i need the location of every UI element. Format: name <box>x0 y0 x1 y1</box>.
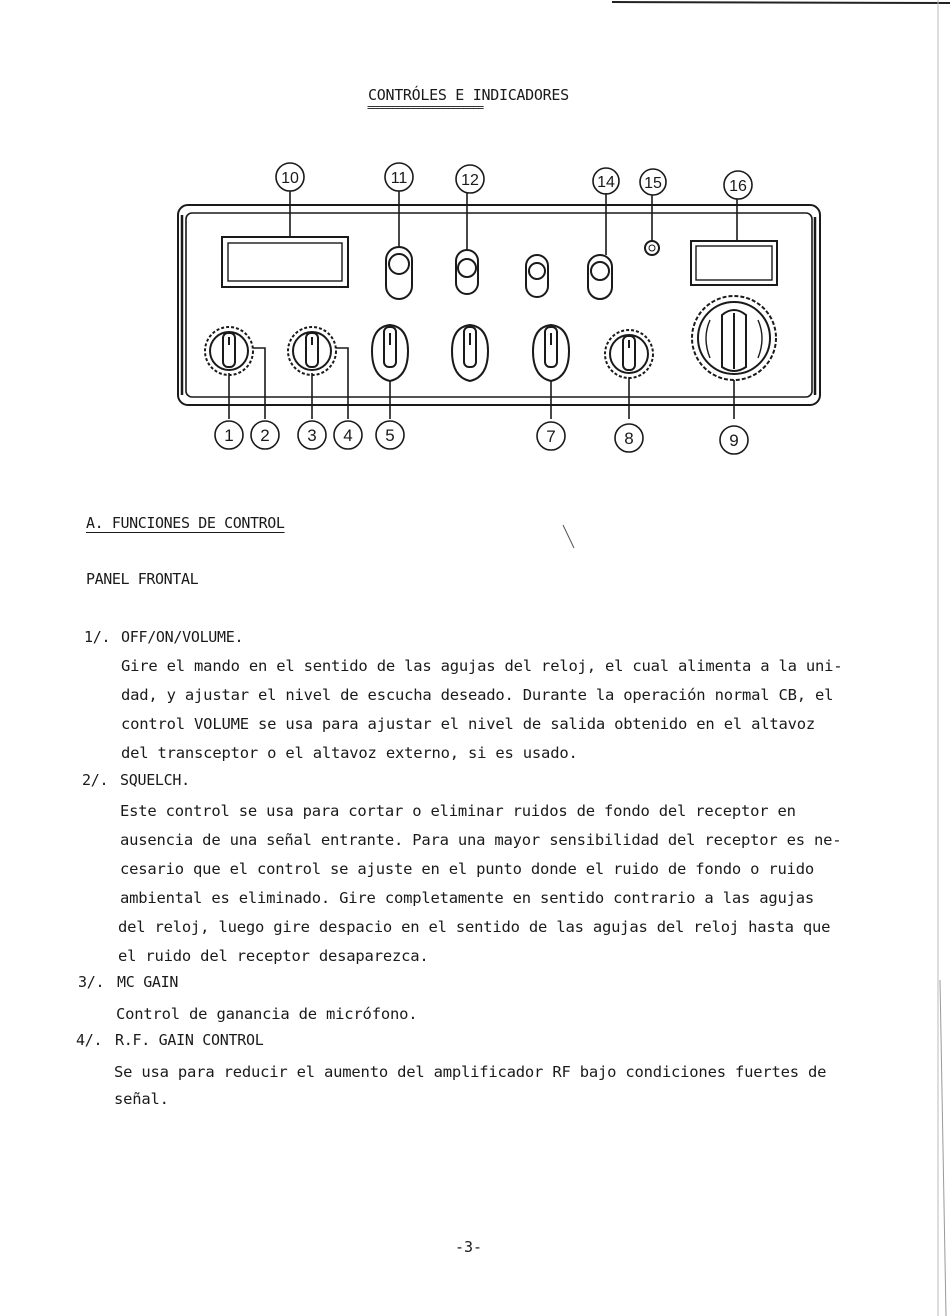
switch-14 <box>588 255 612 299</box>
switch-12 <box>456 250 478 294</box>
callout-label-15: 15 <box>644 175 662 192</box>
channel-display-window <box>222 237 348 287</box>
subsection-heading: PANEL FRONTAL <box>86 570 199 588</box>
item-line: Gire el mando en el sentido de las agujas del reloj, el cual alimenta a la uni- <box>121 657 843 675</box>
item-line: ausencia de una señal entrante. Para una mayor sensibilidad del receptor es ne- <box>120 831 842 849</box>
indicator-led-15 <box>645 241 659 255</box>
page-number: -3- <box>455 1238 483 1256</box>
page-title: CONTRÓLES E INDICADORES <box>368 86 569 104</box>
item-line: dad, y ajustar el nivel de escucha deseado. Durante la operación normal CB, el <box>121 686 834 704</box>
item-line: el ruido del receptor desaparezca. <box>118 947 429 965</box>
item-line: control VOLUME se usa para ajustar el nivel de salida obtenido en el altavoz <box>121 715 816 733</box>
title-underline-rule: ======================= <box>367 101 483 114</box>
item-line: del transceptor o el altavoz externo, si es usado. <box>121 744 578 762</box>
item-number: 2/. <box>82 771 109 789</box>
callout-label-12: 12 <box>461 172 479 189</box>
callouts-bottom <box>215 421 748 454</box>
switch-13 <box>526 255 548 297</box>
callout-label-9: 9 <box>729 431 739 450</box>
switch-11 <box>386 247 412 299</box>
callout-label-2: 2 <box>260 426 270 445</box>
knob-8 <box>605 330 653 378</box>
item-line: señal. <box>114 1090 169 1108</box>
item-line: Se usa para reducir el aumento del amplificador RF bajo condiciones fuertes de <box>114 1063 827 1081</box>
callout-label-10: 10 <box>281 170 299 187</box>
callout-leaders-bottom <box>229 348 734 419</box>
callout-label-16: 16 <box>729 178 747 195</box>
callout-label-4: 4 <box>343 426 353 445</box>
knob-6 <box>452 325 488 381</box>
item-title: OFF/ON/VOLUME. <box>121 628 244 646</box>
callout-label-3: 3 <box>307 426 317 445</box>
item-line: Este control se usa para cortar o eliminar ruidos de fondo del receptor en <box>120 802 796 820</box>
item-line: cesario que el control se ajuste en el punto donde el ruido de fondo o ruido <box>120 860 815 878</box>
callout-label-14: 14 <box>597 174 615 191</box>
knob-7 <box>533 325 569 381</box>
item-number: 4/. <box>76 1031 103 1049</box>
callouts-top <box>276 163 752 199</box>
callout-label-8: 8 <box>624 429 634 448</box>
item-line: Control de ganancia de micrófono. <box>116 1005 418 1023</box>
callout-label-5: 5 <box>385 426 395 445</box>
section-heading: A. FUNCIONES DE CONTROL <box>86 514 285 532</box>
meter-display-window <box>691 241 777 285</box>
front-panel-diagram <box>150 155 830 470</box>
scan-mark <box>562 524 576 550</box>
item-title: R.F. GAIN CONTROL <box>115 1031 264 1049</box>
item-title: SQUELCH. <box>120 771 190 789</box>
item-number: 1/. <box>84 628 111 646</box>
callout-label-11: 11 <box>390 170 408 187</box>
callout-label-7: 7 <box>546 427 556 446</box>
callout-leaders-top <box>290 191 737 255</box>
channel-selector-knob <box>692 296 776 380</box>
knob-mic-gain <box>288 327 336 375</box>
knob-volume <box>205 327 253 375</box>
panel-outer-outline <box>178 205 820 405</box>
item-title: MC GAIN <box>117 973 179 991</box>
item-number: 3/. <box>78 973 105 991</box>
knob-5 <box>372 325 408 381</box>
callout-label-1: 1 <box>224 426 234 445</box>
item-line: ambiental es eliminado. Gire completamente en sentido contrario a las agujas <box>120 889 815 907</box>
item-line: del reloj, luego gire despacio en el sentido de las agujas del reloj hasta que <box>118 918 831 936</box>
